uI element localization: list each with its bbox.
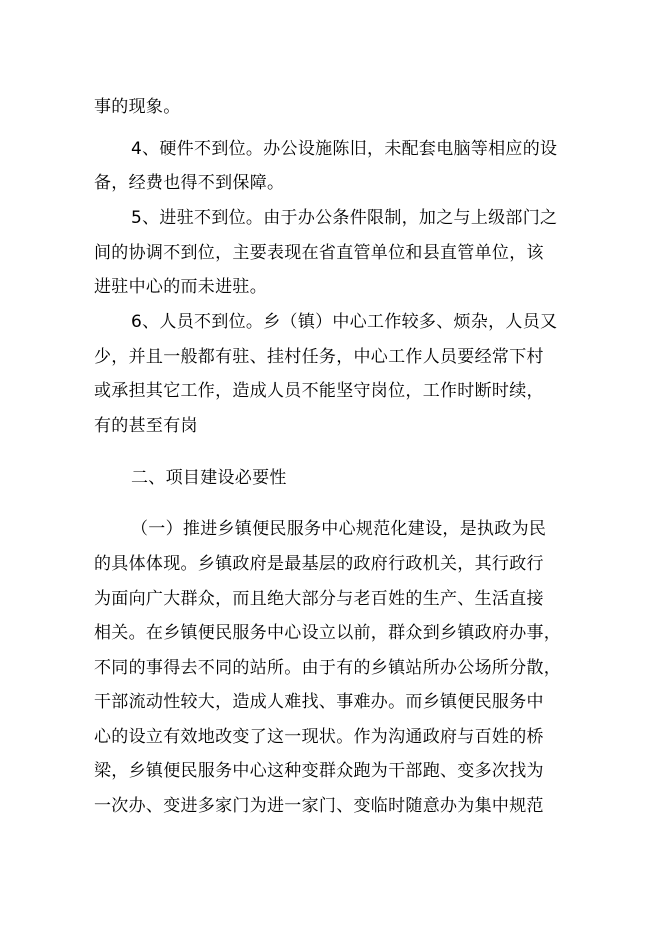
para-necessity-line: 梁，乡镇便民服务中心这种变群众跑为干部跑、变多次找为 (94, 761, 544, 781)
para-hardware-line: 备，经费也得不到保障。 (94, 173, 285, 193)
para-staff-line: 或承担其它工作，造成人员不能坚守岗位，工作时断时续， (94, 381, 544, 401)
para-station-line: 间的协调不到位，主要表现在省直管单位和县直管单位，该 (94, 243, 544, 263)
section-heading: 二、项目建设必要性 (131, 468, 287, 488)
para-necessity-line: 相关。在乡镇便民服务中心设立以前，群众到乡镇政府办事， (94, 623, 562, 643)
para-station-line: 5、进驻不到位。由于办公条件限制，加之与上级部门之 (131, 208, 558, 228)
para-staff-line: 少，并且一般都有驻、挂村任务，中心工作人员要经常下村 (94, 347, 544, 367)
para-necessity-line: 为面向广大群众，而且绝大部分与老百姓的生产、生活直接 (94, 589, 544, 609)
para-necessity-line: 心的设立有效地改变了这一现状。作为沟通政府与百姓的桥 (94, 727, 544, 747)
para-station-line: 进驻中心的而未进驻。 (94, 277, 267, 297)
para-staff-line: 有的甚至有岗 (94, 416, 198, 436)
para-necessity-line: （一）推进乡镇便民服务中心规范化建设，是执政为民 (131, 519, 547, 539)
para-necessity-line: 一次办、变进多家门为进一家门、变临时随意办为集中规范 (94, 796, 544, 816)
para-necessity-line: 的具体体现。乡镇政府是最基层的政府行政机关，其行政行 (94, 554, 544, 574)
para-hardware-line: 4、硬件不到位。办公设施陈旧，未配套电脑等相应的设 (131, 139, 558, 159)
para-necessity-line: 不同的事得去不同的站所。由于有的乡镇站所办公场所分散， (94, 658, 562, 678)
para-staff-line: 6、人员不到位。乡（镇）中心工作较多、烦杂，人员又 (131, 312, 558, 332)
para-necessity-line: 干部流动性较大，造成人难找、事难办。而乡镇便民服务中 (94, 692, 544, 712)
para-intro-line: 事的现象。 (94, 97, 181, 117)
